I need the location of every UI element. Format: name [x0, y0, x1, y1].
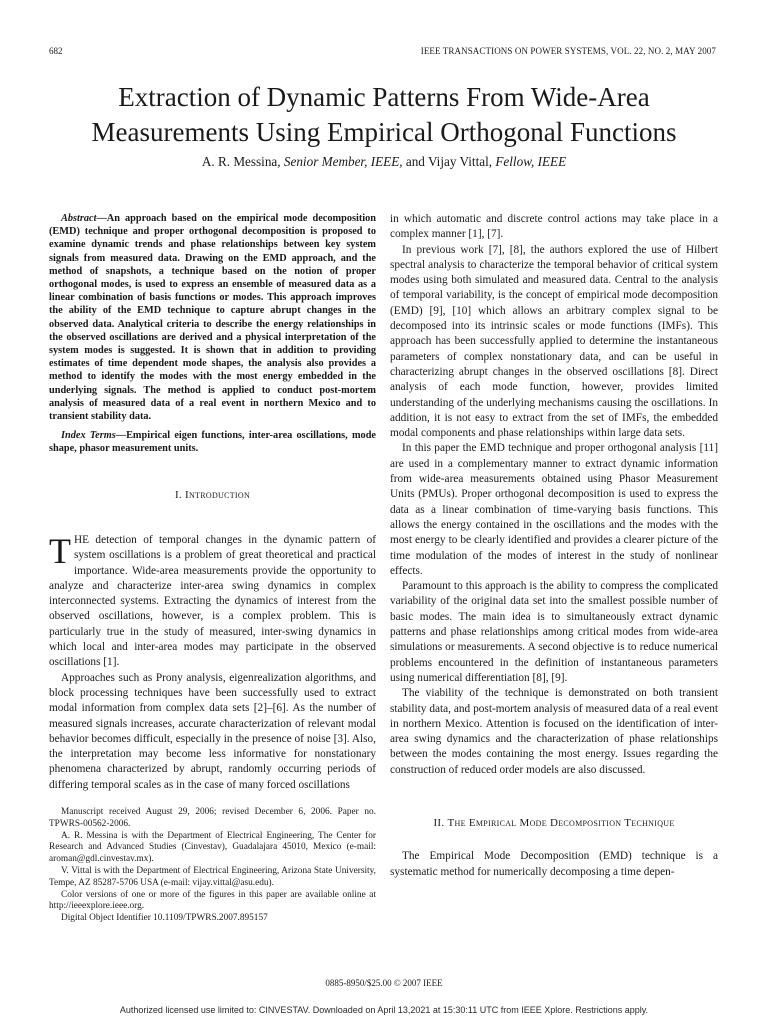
abstract-lead: Abstract [61, 213, 97, 224]
author-line [40, 153, 728, 171]
intro-paragraph-2: Approaches such as Prony analysis, eigenrealization algorithms, and block processing techniques have been successfully used to extract modal information from complex data sets [2]–[6]. As the number of measured signals increases, accurate characterization of relevant modal behavior becomes difficult, especially in the presence of noise [3]. Also, the interpretation may become less informative for nonstationary phenomena characterized by abrupt, randomly occurring periods of differing temporal scales as in the case of many forced oscillations [49, 671, 376, 791]
section-1-title: Introduction [185, 488, 251, 501]
author-1-role: Senior Member, IEEE, [283, 154, 403, 169]
journal-header: IEEE TRANSACTIONS ON POWER SYSTEMS, VOL. 22, NO. 2, MAY 2007 [420, 46, 716, 56]
right-paragraph-0: in which automatic and discrete control actions may take place in a complex manner [1], [7]. [390, 213, 718, 241]
title-line-1: Extraction of Dynamic Patterns From Wide-Area [118, 82, 650, 112]
author-1: A. R. Messina, [201, 154, 281, 169]
author-conjunction: and [405, 154, 425, 169]
footnotes [49, 807, 376, 925]
footnote-color: Color versions of one or more of the figures in this paper are available online at http://ieeexplore.ieee.org. [49, 889, 376, 912]
license-note: Authorized licensed use limited to: CINVESTAV. Downloaded on April 13,2021 at 15:30:11 UTC from IEEE Xplore. Restrictions apply. [119, 1005, 649, 1015]
footnote-manuscript: Manuscript received August 29, 2006; revised December 6, 2006. Paper no. TPWRS-00562-2006. [49, 807, 376, 829]
index-terms-lead: Index Terms [61, 430, 116, 442]
copyright: 0885-8950/$25.00 © 2007 IEEE [325, 978, 443, 988]
section-heading-emd [390, 816, 718, 831]
index-terms [49, 429, 376, 455]
footnote-author-2: V. Vittal is with the Department of Electrical Engineering, Arizona State University, Tempe, AZ 85287-5706 USA (e-mail: vijay.vittal@asu.edu). [49, 865, 376, 888]
right-paragraph-2: In this paper the EMD technique and proper orthogonal analysis [11] are used in a complementary manner to extract dynamic information from wide-area measurements obtained using Phasor Measurement Units (PMUs). Proper orthogonal decomposition is used to express the data as a linear combination of time-varying basis functions. This allows the energy contained in the oscillations and the modes with the most energy to be clearly identified and provides a clearer picture of the time modulation of the modes of interest in the study of nonlinear effects. [390, 442, 718, 577]
right-column [390, 212, 718, 880]
abstract [49, 212, 376, 423]
right-paragraph-3: Paramount to this approach is the ability to compress the complicated variability of the original data set into the smallest possible number of basic modes. The main idea is to simultaneously extract dynamic patterns and phase relationships among critical modes from wide-area simulations or measurements. A second objective is to reduce numerical problems encountered in the definition of instantaneous parameters using numerical differentiation [8], [9]. [390, 580, 718, 684]
section-heading-introduction [49, 488, 376, 503]
left-column [49, 212, 376, 925]
right-paragraph-4: The viability of the technique is demonstrated on both transient stability data, and post-mortem analysis of measured data of a real event in northern Mexico. Attention is focused on the identification of inter-area swing dynamics and the characterization of phase relationships between the modes containing the most energy. Issues regarding the construction of reduced order models are also discussed. [390, 687, 718, 776]
title-line-2: Measurements Using Empirical Orthogonal Functions [91, 117, 677, 147]
footnote-doi: Digital Object Identifier 10.1109/TPWRS.2007.895157 [61, 913, 268, 924]
index-terms-text: —Empirical eigen functions, inter-area oscillations, mode shape, phasor measurement units. [49, 430, 376, 455]
right-paragraph-5: The Empirical Mode Decomposition (EMD) technique is a systematic method for numerically decomposing a time depen- [390, 850, 718, 878]
page-number: 682 [49, 46, 63, 56]
author-2-role: Fellow, IEEE [495, 154, 567, 169]
footnote-author-1: A. R. Messina is with the Department of Electrical Engineering, The Center for Research and Advanced Studies (Cinvestav), Guadalajara 45010, Mexico (e-mail: aroman@gdl.cinvestav.mx). [49, 830, 376, 865]
section-2-title: The Empirical Mode Decomposition Technique [447, 816, 675, 829]
intro-paragraph-1 [49, 530, 376, 671]
intro-paragraph-1-text: HE detection of temporal changes in the dynamic pattern of system oscillations is a problem of great theoretical and practical importance. Wide-area measurements provide the opportunity to analyze and characterize inter-area swing dynamics in complex interconnected systems. Extracting the dynamics of interest from the observed oscillations, however, is a complex problem. This is particularly true in the study of measured, inter-swing dynamics in which local and inter-area modes may participate in the observed oscillations [1]. [49, 533, 376, 669]
drop-cap: T [49, 530, 71, 571]
section-1-number: I. [174, 488, 182, 501]
paper-title [40, 80, 728, 150]
right-paragraph-1: In previous work [7], [8], the authors explored the use of Hilbert spectral analysis to characterize the temporal behavior of critical system modes using both simulated and measured data. Central to the analysis of temporal variability, is the concept of empirical mode decomposition (EMD) [9], [10] which allows an arbitrary complex signal to be decomposed into its intrinsic scales or mode functions (IMFs). This approach has been successfully applied to determine the instantaneous parameters of complex nonstationary data, and can be useful in characterizing abrupt changes in the observed oscillations [8]. Direct analysis of each mode function, however, provides limited understanding of the underlying mechanisms causing the oscillations. In addition, it is not easy to extract from the set of IMFs, the embedded modal components and phase relationships within large data sets. [390, 243, 718, 440]
section-2-number: II. [433, 816, 445, 829]
author-2: Vijay Vittal, [427, 154, 493, 169]
abstract-text: —An approach based on the empirical mode decomposition (EMD) technique and proper orthogonal decomposition is proposed to examine dynamic trends and phase relationships between key system signals from measured data. Drawing on the EMD approach, and the method of snapshots, a technique based on the notion of proper orthogonal modes, is used to express an ensemble of measured data as a linear combination of basis functions or modes. This approach improves the ability of the EMD technique to capture abrupt changes in the observed data. Analytical criteria to describe the energy relationships in the observed oscillations are derived and a physical interpretation of the system modes is suggested. It is shown that in addition to providing estimates of time dependent mode shapes, the analysis also provides a method to identify the modes with the most energy embedded in the underlying signals. The method is applied to conduct post-mortem analysis of measured data of a real event in northern Mexico and to transient stability data. [49, 213, 376, 423]
